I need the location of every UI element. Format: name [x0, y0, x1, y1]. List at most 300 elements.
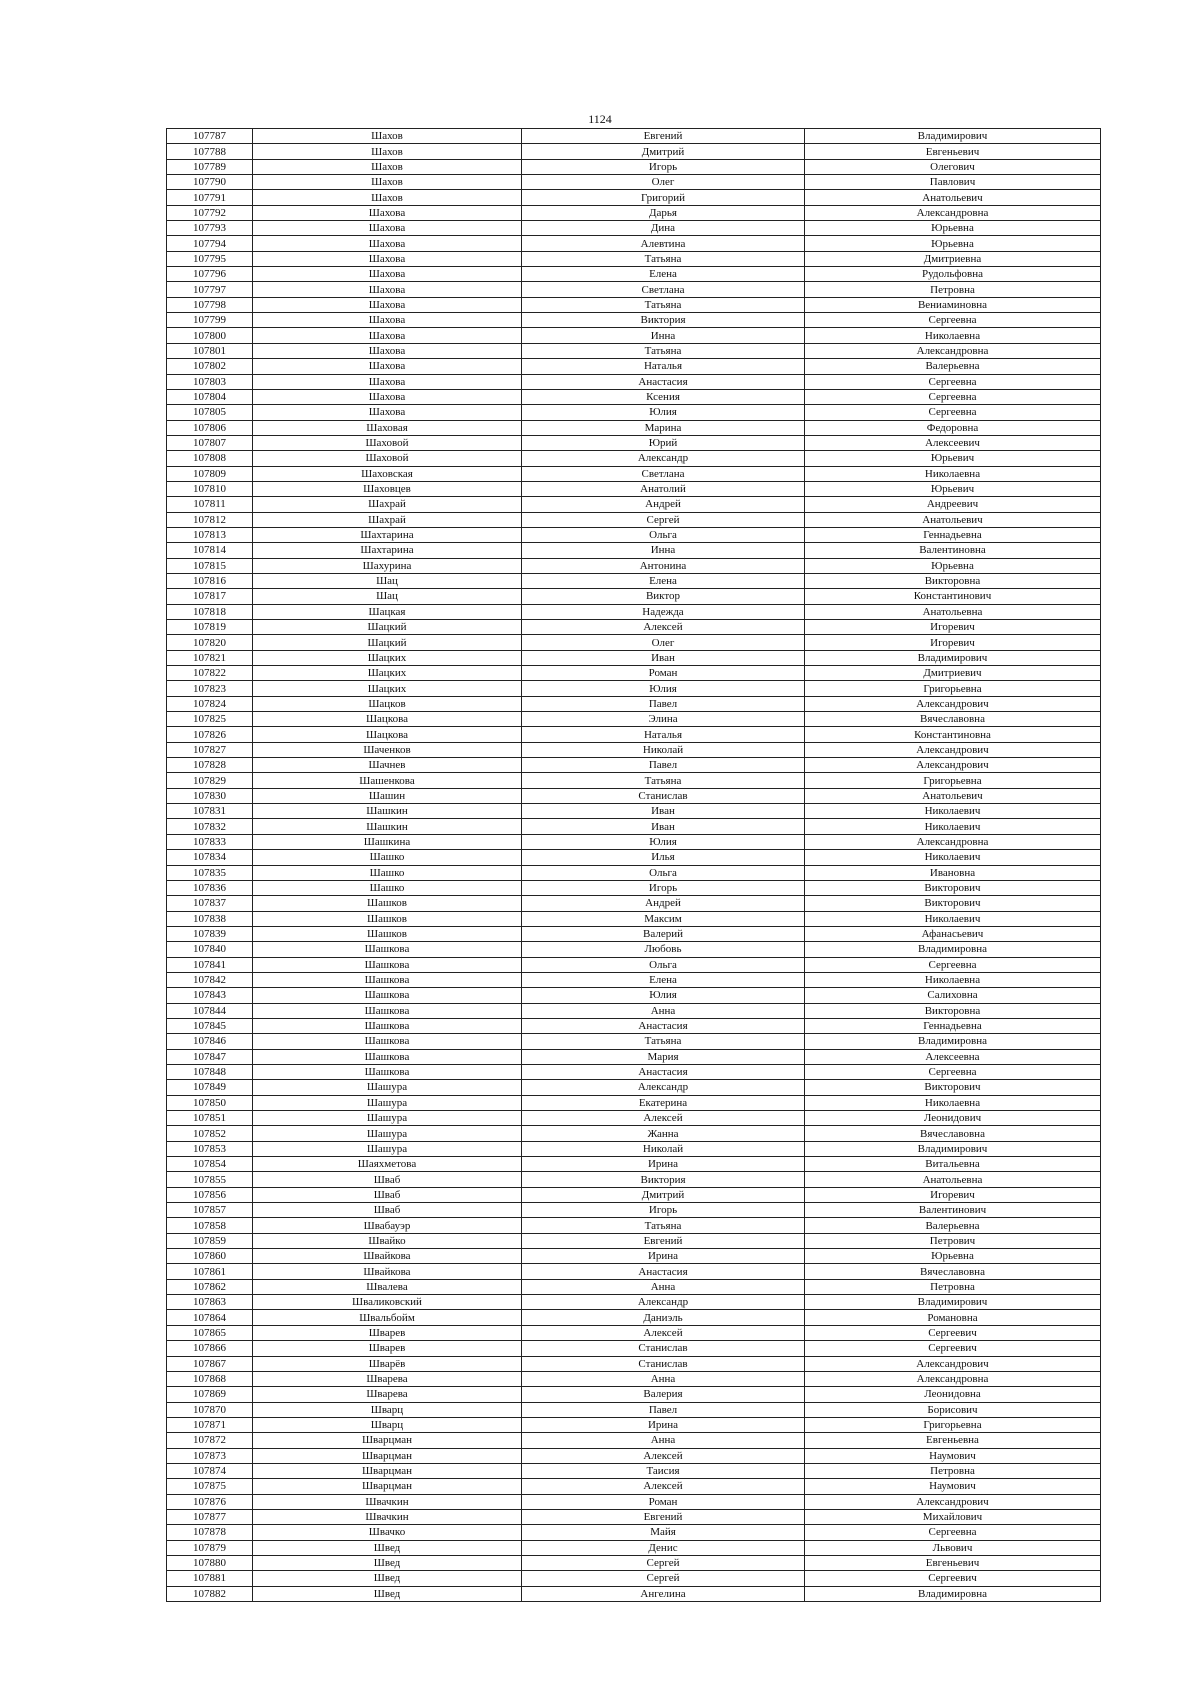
table-row: [167, 497, 1101, 512]
surname-cell: Швед: [253, 1586, 522, 1601]
table-row: [167, 1080, 1101, 1095]
table-row: [167, 1509, 1101, 1524]
table-row: [167, 1095, 1101, 1110]
first-name-cell: Анна: [522, 1003, 805, 1018]
record-number-cell: 107832: [167, 819, 253, 834]
first-name-cell: Денис: [522, 1540, 805, 1555]
first-name-cell: Игорь: [522, 159, 805, 174]
record-number-cell: 107841: [167, 957, 253, 972]
record-number-cell: 107801: [167, 343, 253, 358]
patronymic-cell: Николаевич: [805, 850, 1101, 865]
patronymic-cell: Сергеевич: [805, 1571, 1101, 1586]
table-row: [167, 1172, 1101, 1187]
table-row: [167, 1049, 1101, 1064]
first-name-cell: Татьяна: [522, 343, 805, 358]
table-row: [167, 896, 1101, 911]
first-name-cell: Виктория: [522, 1172, 805, 1187]
patronymic-cell: Наумович: [805, 1479, 1101, 1494]
record-number-cell: 107809: [167, 466, 253, 481]
surname-cell: Шашкова: [253, 1049, 522, 1064]
patronymic-cell: Игоревич: [805, 620, 1101, 635]
patronymic-cell: Сергеевна: [805, 313, 1101, 328]
surname-cell: Шашкин: [253, 804, 522, 819]
first-name-cell: Павел: [522, 758, 805, 773]
record-number-cell: 107855: [167, 1172, 253, 1187]
record-number-cell: 107872: [167, 1433, 253, 1448]
patronymic-cell: Юрьевна: [805, 221, 1101, 236]
surname-cell: Шахова: [253, 374, 522, 389]
surname-cell: Шахтарина: [253, 543, 522, 558]
first-name-cell: Илья: [522, 850, 805, 865]
table-row: [167, 236, 1101, 251]
first-name-cell: Дарья: [522, 205, 805, 220]
table-row: [167, 1586, 1101, 1601]
first-name-cell: Елена: [522, 267, 805, 282]
first-name-cell: Андрей: [522, 497, 805, 512]
surname-cell: Швачкин: [253, 1509, 522, 1524]
record-number-cell: 107837: [167, 896, 253, 911]
first-name-cell: Ангелина: [522, 1586, 805, 1601]
patronymic-cell: Леонидович: [805, 1111, 1101, 1126]
table-row: [167, 1233, 1101, 1248]
first-name-cell: Майя: [522, 1525, 805, 1540]
first-name-cell: Иван: [522, 819, 805, 834]
record-number-cell: 107819: [167, 620, 253, 635]
surname-cell: Шварцман: [253, 1433, 522, 1448]
surname-cell: Шацкова: [253, 712, 522, 727]
patronymic-cell: Наумович: [805, 1448, 1101, 1463]
surname-cell: Шварц: [253, 1402, 522, 1417]
patronymic-cell: Викторовна: [805, 573, 1101, 588]
surname-cell: Шац: [253, 589, 522, 604]
table-row: [167, 1494, 1101, 1509]
record-number-cell: 107824: [167, 696, 253, 711]
table-row: [167, 712, 1101, 727]
patronymic-cell: Михайлович: [805, 1509, 1101, 1524]
surname-cell: Шацков: [253, 696, 522, 711]
first-name-cell: Роман: [522, 666, 805, 681]
first-name-cell: Сергей: [522, 1555, 805, 1570]
record-number-cell: 107813: [167, 527, 253, 542]
surname-cell: Швед: [253, 1571, 522, 1586]
surname-cell: Шахова: [253, 343, 522, 358]
first-name-cell: Анастасия: [522, 1264, 805, 1279]
patronymic-cell: Юрьевич: [805, 451, 1101, 466]
table-row: [167, 1034, 1101, 1049]
patronymic-cell: Евгеньевна: [805, 1433, 1101, 1448]
patronymic-cell: Александрович: [805, 1356, 1101, 1371]
record-number-cell: 107829: [167, 773, 253, 788]
record-number-cell: 107857: [167, 1203, 253, 1218]
first-name-cell: Игорь: [522, 880, 805, 895]
table-row: [167, 451, 1101, 466]
surname-cell: Шахов: [253, 175, 522, 190]
table-row: [167, 1218, 1101, 1233]
patronymic-cell: Сергеевич: [805, 1341, 1101, 1356]
table-row: [167, 1525, 1101, 1540]
table-row: [167, 1356, 1101, 1371]
patronymic-cell: Салиховна: [805, 988, 1101, 1003]
table-row: [167, 1111, 1101, 1126]
table-row: [167, 819, 1101, 834]
surname-cell: Шаховцев: [253, 481, 522, 496]
first-name-cell: Даниэль: [522, 1310, 805, 1325]
record-number-cell: 107859: [167, 1233, 253, 1248]
surname-cell: Шахрай: [253, 512, 522, 527]
patronymic-cell: Александровна: [805, 205, 1101, 220]
first-name-cell: Виктория: [522, 313, 805, 328]
table-row: [167, 527, 1101, 542]
record-number-cell: 107843: [167, 988, 253, 1003]
patronymic-cell: Сергеевна: [805, 1525, 1101, 1540]
first-name-cell: Станислав: [522, 1356, 805, 1371]
surname-cell: Шачнев: [253, 758, 522, 773]
record-number-cell: 107827: [167, 742, 253, 757]
table-row: [167, 865, 1101, 880]
surname-cell: Шаховой: [253, 451, 522, 466]
record-number-cell: 107853: [167, 1141, 253, 1156]
surname-cell: Шашура: [253, 1080, 522, 1095]
first-name-cell: Дина: [522, 221, 805, 236]
surname-cell: Швалева: [253, 1279, 522, 1294]
table-row: [167, 205, 1101, 220]
surname-cell: Шац: [253, 573, 522, 588]
first-name-cell: Дмитрий: [522, 144, 805, 159]
surname-cell: Шахов: [253, 144, 522, 159]
first-name-cell: Анна: [522, 1371, 805, 1386]
surname-cell: Швачкин: [253, 1494, 522, 1509]
patronymic-cell: Романовна: [805, 1310, 1101, 1325]
table-row: [167, 282, 1101, 297]
surname-cell: Шашкова: [253, 988, 522, 1003]
surname-cell: Шварева: [253, 1387, 522, 1402]
patronymic-cell: Алексеевич: [805, 435, 1101, 450]
patronymic-cell: Рудольфовна: [805, 267, 1101, 282]
record-number-cell: 107862: [167, 1279, 253, 1294]
table-row: [167, 773, 1101, 788]
record-number-cell: 107792: [167, 205, 253, 220]
record-number-cell: 107822: [167, 666, 253, 681]
first-name-cell: Анна: [522, 1279, 805, 1294]
surname-cell: Шашкова: [253, 957, 522, 972]
record-number-cell: 107863: [167, 1295, 253, 1310]
record-number-cell: 107846: [167, 1034, 253, 1049]
record-number-cell: 107815: [167, 558, 253, 573]
table-row: [167, 389, 1101, 404]
first-name-cell: Евгений: [522, 1509, 805, 1524]
patronymic-cell: Андреевич: [805, 497, 1101, 512]
table-row: [167, 972, 1101, 987]
record-number-cell: 107806: [167, 420, 253, 435]
table-row: [167, 466, 1101, 481]
first-name-cell: Евгений: [522, 129, 805, 144]
patronymic-cell: Николаевич: [805, 911, 1101, 926]
patronymic-cell: Александрович: [805, 696, 1101, 711]
record-number-cell: 107818: [167, 604, 253, 619]
table-row: [167, 558, 1101, 573]
surname-cell: Шацких: [253, 666, 522, 681]
table-row: [167, 1417, 1101, 1432]
patronymic-cell: Вячеславовна: [805, 712, 1101, 727]
record-number-cell: 107881: [167, 1571, 253, 1586]
record-number-cell: 107823: [167, 681, 253, 696]
surname-cell: Шахтарина: [253, 527, 522, 542]
table-row: [167, 251, 1101, 266]
first-name-cell: Ксения: [522, 389, 805, 404]
surname-cell: Шашко: [253, 850, 522, 865]
table-row: [167, 1295, 1101, 1310]
record-number-cell: 107849: [167, 1080, 253, 1095]
table-row: [167, 512, 1101, 527]
table-row: [167, 1141, 1101, 1156]
record-number-cell: 107828: [167, 758, 253, 773]
patronymic-cell: Анатольевич: [805, 788, 1101, 803]
surname-cell: Шацкая: [253, 604, 522, 619]
first-name-cell: Алексей: [522, 1479, 805, 1494]
patronymic-cell: Константиновна: [805, 727, 1101, 742]
first-name-cell: Мария: [522, 1049, 805, 1064]
surname-cell: Шашура: [253, 1111, 522, 1126]
surname-cell: Шварёв: [253, 1356, 522, 1371]
record-number-cell: 107814: [167, 543, 253, 558]
surname-cell: Швальбойм: [253, 1310, 522, 1325]
table-row: [167, 1126, 1101, 1141]
first-name-cell: Анна: [522, 1433, 805, 1448]
patronymic-cell: Владимировна: [805, 1034, 1101, 1049]
record-number-cell: 107787: [167, 129, 253, 144]
record-number-cell: 107866: [167, 1341, 253, 1356]
first-name-cell: Олег: [522, 175, 805, 190]
surname-cell: Шварев: [253, 1341, 522, 1356]
first-name-cell: Юлия: [522, 405, 805, 420]
first-name-cell: Светлана: [522, 282, 805, 297]
record-number-cell: 107830: [167, 788, 253, 803]
surname-cell: Шахов: [253, 129, 522, 144]
first-name-cell: Николай: [522, 1141, 805, 1156]
patronymic-cell: Дмитриевич: [805, 666, 1101, 681]
table-row: [167, 1249, 1101, 1264]
table-row: [167, 850, 1101, 865]
table-row: [167, 880, 1101, 895]
surname-cell: Шашко: [253, 880, 522, 895]
first-name-cell: Юлия: [522, 988, 805, 1003]
patronymic-cell: Владимировна: [805, 942, 1101, 957]
patronymic-cell: Александровна: [805, 834, 1101, 849]
patronymic-cell: Олегович: [805, 159, 1101, 174]
record-number-cell: 107877: [167, 1509, 253, 1524]
record-number-cell: 107880: [167, 1555, 253, 1570]
surname-cell: Швед: [253, 1555, 522, 1570]
patronymic-cell: Вячеславовна: [805, 1126, 1101, 1141]
table-row: [167, 681, 1101, 696]
patronymic-cell: Анатольевич: [805, 512, 1101, 527]
first-name-cell: Виктор: [522, 589, 805, 604]
surname-cell: Шварева: [253, 1371, 522, 1386]
patronymic-cell: Валерьевна: [805, 359, 1101, 374]
name-register-table: [166, 128, 1101, 1602]
record-number-cell: 107850: [167, 1095, 253, 1110]
record-number-cell: 107802: [167, 359, 253, 374]
patronymic-cell: Александрович: [805, 1494, 1101, 1509]
table-row: [167, 159, 1101, 174]
first-name-cell: Алексей: [522, 1448, 805, 1463]
table-row: [167, 175, 1101, 190]
patronymic-cell: Николаевна: [805, 466, 1101, 481]
patronymic-cell: Юрьевич: [805, 481, 1101, 496]
record-number-cell: 107821: [167, 650, 253, 665]
table-row: [167, 374, 1101, 389]
table-row: [167, 926, 1101, 941]
record-number-cell: 107856: [167, 1187, 253, 1202]
surname-cell: Шваб: [253, 1172, 522, 1187]
table-row: [167, 589, 1101, 604]
first-name-cell: Юлия: [522, 681, 805, 696]
first-name-cell: Александр: [522, 1295, 805, 1310]
surname-cell: Шашенкова: [253, 773, 522, 788]
first-name-cell: Алексей: [522, 620, 805, 635]
surname-cell: Шваликовский: [253, 1295, 522, 1310]
first-name-cell: Александр: [522, 1080, 805, 1095]
first-name-cell: Иван: [522, 804, 805, 819]
first-name-cell: Валерий: [522, 926, 805, 941]
surname-cell: Шахова: [253, 236, 522, 251]
patronymic-cell: Витальевна: [805, 1157, 1101, 1172]
patronymic-cell: Афанасьевич: [805, 926, 1101, 941]
surname-cell: Шаяхметова: [253, 1157, 522, 1172]
surname-cell: Шашкова: [253, 1064, 522, 1079]
table-row: [167, 481, 1101, 496]
surname-cell: Шахова: [253, 282, 522, 297]
first-name-cell: Ольга: [522, 957, 805, 972]
table-row: [167, 1203, 1101, 1218]
first-name-cell: Наталья: [522, 727, 805, 742]
surname-cell: Шаховой: [253, 435, 522, 450]
surname-cell: Шацких: [253, 681, 522, 696]
table-row: [167, 1003, 1101, 1018]
patronymic-cell: Анатольевна: [805, 604, 1101, 619]
table-row: [167, 144, 1101, 159]
table-row: [167, 1279, 1101, 1294]
record-number-cell: 107871: [167, 1417, 253, 1432]
table-row: [167, 1264, 1101, 1279]
patronymic-cell: Николаевна: [805, 328, 1101, 343]
patronymic-cell: Константинович: [805, 589, 1101, 604]
table-row: [167, 988, 1101, 1003]
record-number-cell: 107820: [167, 635, 253, 650]
record-number-cell: 107868: [167, 1371, 253, 1386]
patronymic-cell: Юрьевна: [805, 1249, 1101, 1264]
patronymic-cell: Анатольевна: [805, 1172, 1101, 1187]
record-number-cell: 107864: [167, 1310, 253, 1325]
record-number-cell: 107858: [167, 1218, 253, 1233]
record-number-cell: 107838: [167, 911, 253, 926]
surname-cell: Шахов: [253, 190, 522, 205]
patronymic-cell: Викторовна: [805, 1003, 1101, 1018]
record-number-cell: 107795: [167, 251, 253, 266]
table-row: [167, 420, 1101, 435]
first-name-cell: Татьяна: [522, 773, 805, 788]
record-number-cell: 107835: [167, 865, 253, 880]
patronymic-cell: Борисович: [805, 1402, 1101, 1417]
first-name-cell: Любовь: [522, 942, 805, 957]
record-number-cell: 107833: [167, 834, 253, 849]
patronymic-cell: Николаевна: [805, 972, 1101, 987]
record-number-cell: 107811: [167, 497, 253, 512]
first-name-cell: Инна: [522, 543, 805, 558]
first-name-cell: Павел: [522, 696, 805, 711]
patronymic-cell: Вениаминовна: [805, 297, 1101, 312]
first-name-cell: Станислав: [522, 1341, 805, 1356]
table-row: [167, 1371, 1101, 1386]
table-row: [167, 1448, 1101, 1463]
record-number-cell: 107852: [167, 1126, 253, 1141]
table-row: [167, 1433, 1101, 1448]
table-row: [167, 635, 1101, 650]
record-number-cell: 107794: [167, 236, 253, 251]
table-row: [167, 788, 1101, 803]
first-name-cell: Алексей: [522, 1325, 805, 1340]
surname-cell: Шахова: [253, 297, 522, 312]
patronymic-cell: Вячеславовна: [805, 1264, 1101, 1279]
table-row: [167, 1064, 1101, 1079]
record-number-cell: 107812: [167, 512, 253, 527]
surname-cell: Шаченков: [253, 742, 522, 757]
first-name-cell: Григорий: [522, 190, 805, 205]
record-number-cell: 107834: [167, 850, 253, 865]
patronymic-cell: Петрович: [805, 1233, 1101, 1248]
surname-cell: Шварцман: [253, 1479, 522, 1494]
first-name-cell: Елена: [522, 573, 805, 588]
table-row: [167, 573, 1101, 588]
first-name-cell: Анастасия: [522, 374, 805, 389]
surname-cell: Шваб: [253, 1203, 522, 1218]
patronymic-cell: Григорьевна: [805, 1417, 1101, 1432]
surname-cell: Шахова: [253, 313, 522, 328]
record-number-cell: 107875: [167, 1479, 253, 1494]
patronymic-cell: Геннадьевна: [805, 527, 1101, 542]
record-number-cell: 107791: [167, 190, 253, 205]
patronymic-cell: Ивановна: [805, 865, 1101, 880]
patronymic-cell: Николаевич: [805, 819, 1101, 834]
record-number-cell: 107807: [167, 435, 253, 450]
table-row: [167, 1157, 1101, 1172]
table-row: [167, 1325, 1101, 1340]
table-row: [167, 834, 1101, 849]
table-row: [167, 1463, 1101, 1478]
patronymic-cell: Евгеньевич: [805, 1555, 1101, 1570]
patronymic-cell: Валентинович: [805, 1203, 1101, 1218]
patronymic-cell: Владимирович: [805, 650, 1101, 665]
record-number-cell: 107831: [167, 804, 253, 819]
first-name-cell: Юрий: [522, 435, 805, 450]
patronymic-cell: Николаевна: [805, 1095, 1101, 1110]
record-number-cell: 107788: [167, 144, 253, 159]
first-name-cell: Валерия: [522, 1387, 805, 1402]
table-row: [167, 1479, 1101, 1494]
table-row: [167, 727, 1101, 742]
table-row: [167, 1187, 1101, 1202]
surname-cell: Шашков: [253, 926, 522, 941]
surname-cell: Шахова: [253, 205, 522, 220]
table-row: [167, 742, 1101, 757]
record-number-cell: 107826: [167, 727, 253, 742]
patronymic-cell: Петровна: [805, 1279, 1101, 1294]
first-name-cell: Надежда: [522, 604, 805, 619]
record-number-cell: 107817: [167, 589, 253, 604]
record-number-cell: 107810: [167, 481, 253, 496]
patronymic-cell: Игоревич: [805, 1187, 1101, 1202]
patronymic-cell: Григорьевна: [805, 681, 1101, 696]
